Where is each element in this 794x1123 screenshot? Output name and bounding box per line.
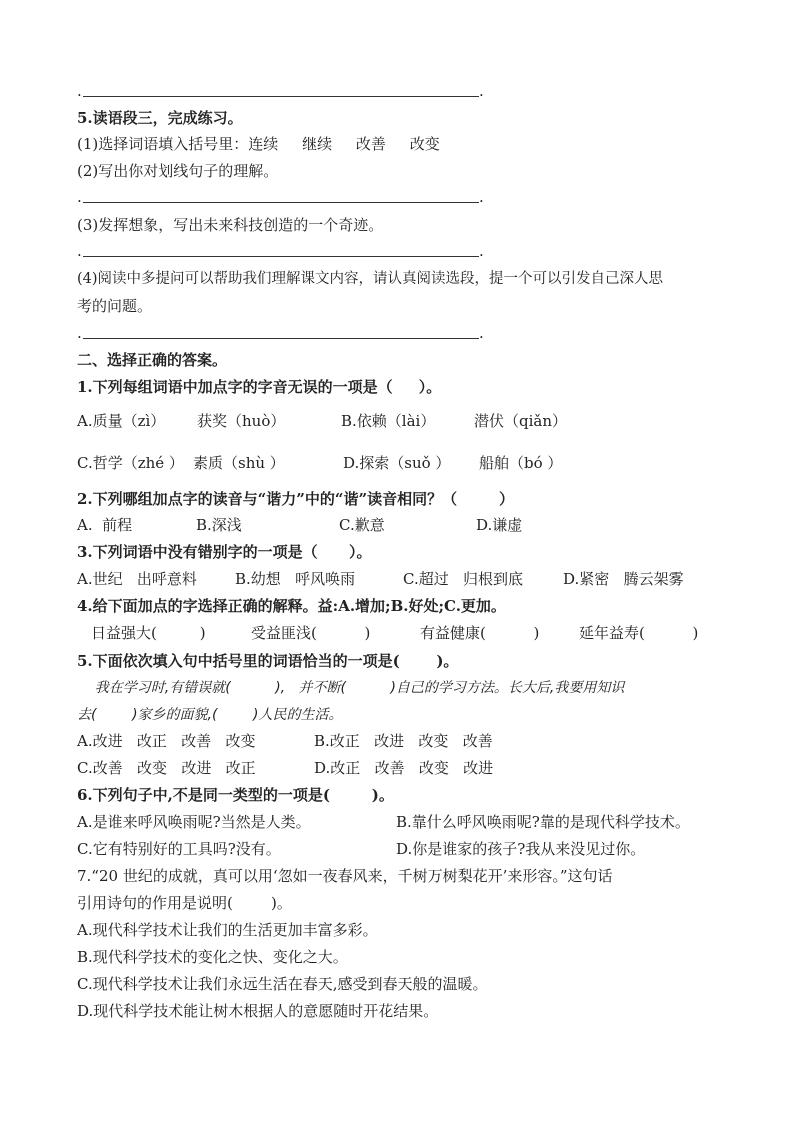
answer-line[interactable] xyxy=(77,82,487,102)
q6-option-c[interactable]: C.它有特别好的工具吗?没有。 xyxy=(77,840,281,858)
q1-option-b[interactable]: B.依赖（lài） xyxy=(341,412,436,430)
q5-option-d[interactable]: D.改正 改善 改变 改进 xyxy=(314,759,494,777)
q1-option-c[interactable]: C.哲学（zhé ） xyxy=(77,454,184,472)
answer-line[interactable]: . . xyxy=(77,324,484,342)
q5-sentence-line1: 我在学习时,有错误就( ), 并不断( )自己的学习方法。长大后,我要用知识 xyxy=(77,680,625,696)
answer-line[interactable]: . . xyxy=(77,188,484,206)
q5-sentence-line2: 去( )家乡的面貌,( )人民的生活。 xyxy=(77,707,343,723)
q7-option-b[interactable]: B.现代科学技术的变化之快、变化之大。 xyxy=(77,948,348,966)
q3-option-d[interactable]: D.紧密 腾云架雾 xyxy=(563,570,684,588)
q6-option-b[interactable]: B.靠什么呼风唤雨呢?靠的是现代科学技术。 xyxy=(396,813,690,831)
q4-item-1[interactable]: 日益强大( ) xyxy=(91,624,206,642)
q5-option-b[interactable]: B.改正 改进 改变 改善 xyxy=(314,732,493,750)
answer-line-start: . xyxy=(77,82,82,100)
q2-option-d[interactable]: D.谦虚 xyxy=(476,516,523,534)
q4-item-3[interactable]: 有益健康( ) xyxy=(420,624,540,642)
q5-part2: (2)写出你对划线句子的理解。 xyxy=(77,162,279,180)
q3-option-b[interactable]: B.幼想 呼风唤雨 xyxy=(235,570,356,588)
q2-stem: 2.下列哪组加点字的读音与“谐力”中的“谐”读音相同？（ ） xyxy=(77,490,514,508)
q1-option-d-word2: 船舶（bó ） xyxy=(479,454,563,472)
q5-option-c[interactable]: C.改善 改变 改进 改正 xyxy=(77,759,256,777)
q7-stem-line2: 引用诗句的作用是说明( )。 xyxy=(77,894,292,912)
part2-title: 二、选择正确的答案。 xyxy=(77,351,228,369)
q5-part4-line2: 考的问题。 xyxy=(77,297,153,315)
q4-item-2[interactable]: 受益匪浅( ) xyxy=(251,624,371,642)
q1-option-c-word2: 素质（shù ） xyxy=(193,454,285,472)
q6-option-a[interactable]: A.是谁来呼风唤雨呢?当然是人类。 xyxy=(77,813,311,831)
q5-stem: 5.下面依次填入句中括号里的词语恰当的一项是( )。 xyxy=(77,652,459,670)
q1-option-d[interactable]: D.探索（suǒ ） xyxy=(343,454,451,472)
q1-stem: 1.下列每组词语中加点字的字音无误的一项是（ ）。 xyxy=(77,378,442,396)
q4-stem: 4.给下面加点的字选择正确的解释。益:A.增加;B.好处;C.更加。 xyxy=(77,597,506,615)
q7-option-c[interactable]: C.现代科学技术让我们永远生活在春天,感受到春天般的温暖。 xyxy=(77,975,488,993)
q3-stem: 3.下列词语中没有错别字的一项是（ ）。 xyxy=(77,543,372,561)
q3-option-a[interactable]: A.世纪 出呼意料 xyxy=(77,570,197,588)
q7-stem-line1: 7.“20 世纪的成就，真可以用‘忽如一夜春风来，千树万树梨花开’来形容。”这句话 xyxy=(77,867,613,885)
q7-option-d[interactable]: D.现代科学技术能让树木根据人的意愿随时开花结果。 xyxy=(77,1002,439,1020)
q5-option-a[interactable]: A.改进 改正 改善 改变 xyxy=(77,732,256,750)
q7-option-a[interactable]: A.现代科学技术让我们的生活更加丰富多彩。 xyxy=(77,921,378,939)
q6-stem: 6.下列句子中,不是同一类型的一项是( )。 xyxy=(77,786,394,804)
q2-option-a[interactable]: A. 前程 xyxy=(77,516,133,534)
answer-line-end: . xyxy=(479,82,484,100)
q2-option-b[interactable]: B.深浅 xyxy=(196,516,242,534)
q5-part4-line1: (4)阅读中多提问可以帮助我们理解课文内容，请认真阅读选段，提一个可以引发自己深人思 xyxy=(77,271,664,287)
q3-option-c[interactable]: C.超过 归根到底 xyxy=(403,570,524,588)
q1-option-b-word2: 潜伏（qiǎn） xyxy=(474,412,568,430)
q5-part3: (3)发挥想象，写出未来科技创造的一个奇迹。 xyxy=(77,216,384,234)
q1-option-a-word2: 获奖（huò） xyxy=(197,412,286,430)
answer-line[interactable]: . . xyxy=(77,242,484,260)
q6-option-d[interactable]: D.你是谁家的孩子?我从来没见过你。 xyxy=(396,840,646,858)
q1-option-a[interactable]: A.质量（zì） xyxy=(77,412,166,430)
q2-option-c[interactable]: C.歉意 xyxy=(339,516,385,534)
q4-item-4[interactable]: 延年益寿( ) xyxy=(579,624,699,642)
q5-part1: (1)选择词语填入括号里：连续 继续 改善 改变 xyxy=(77,135,440,153)
section-q5-title: 5.读语段三，完成练习。 xyxy=(77,109,243,127)
